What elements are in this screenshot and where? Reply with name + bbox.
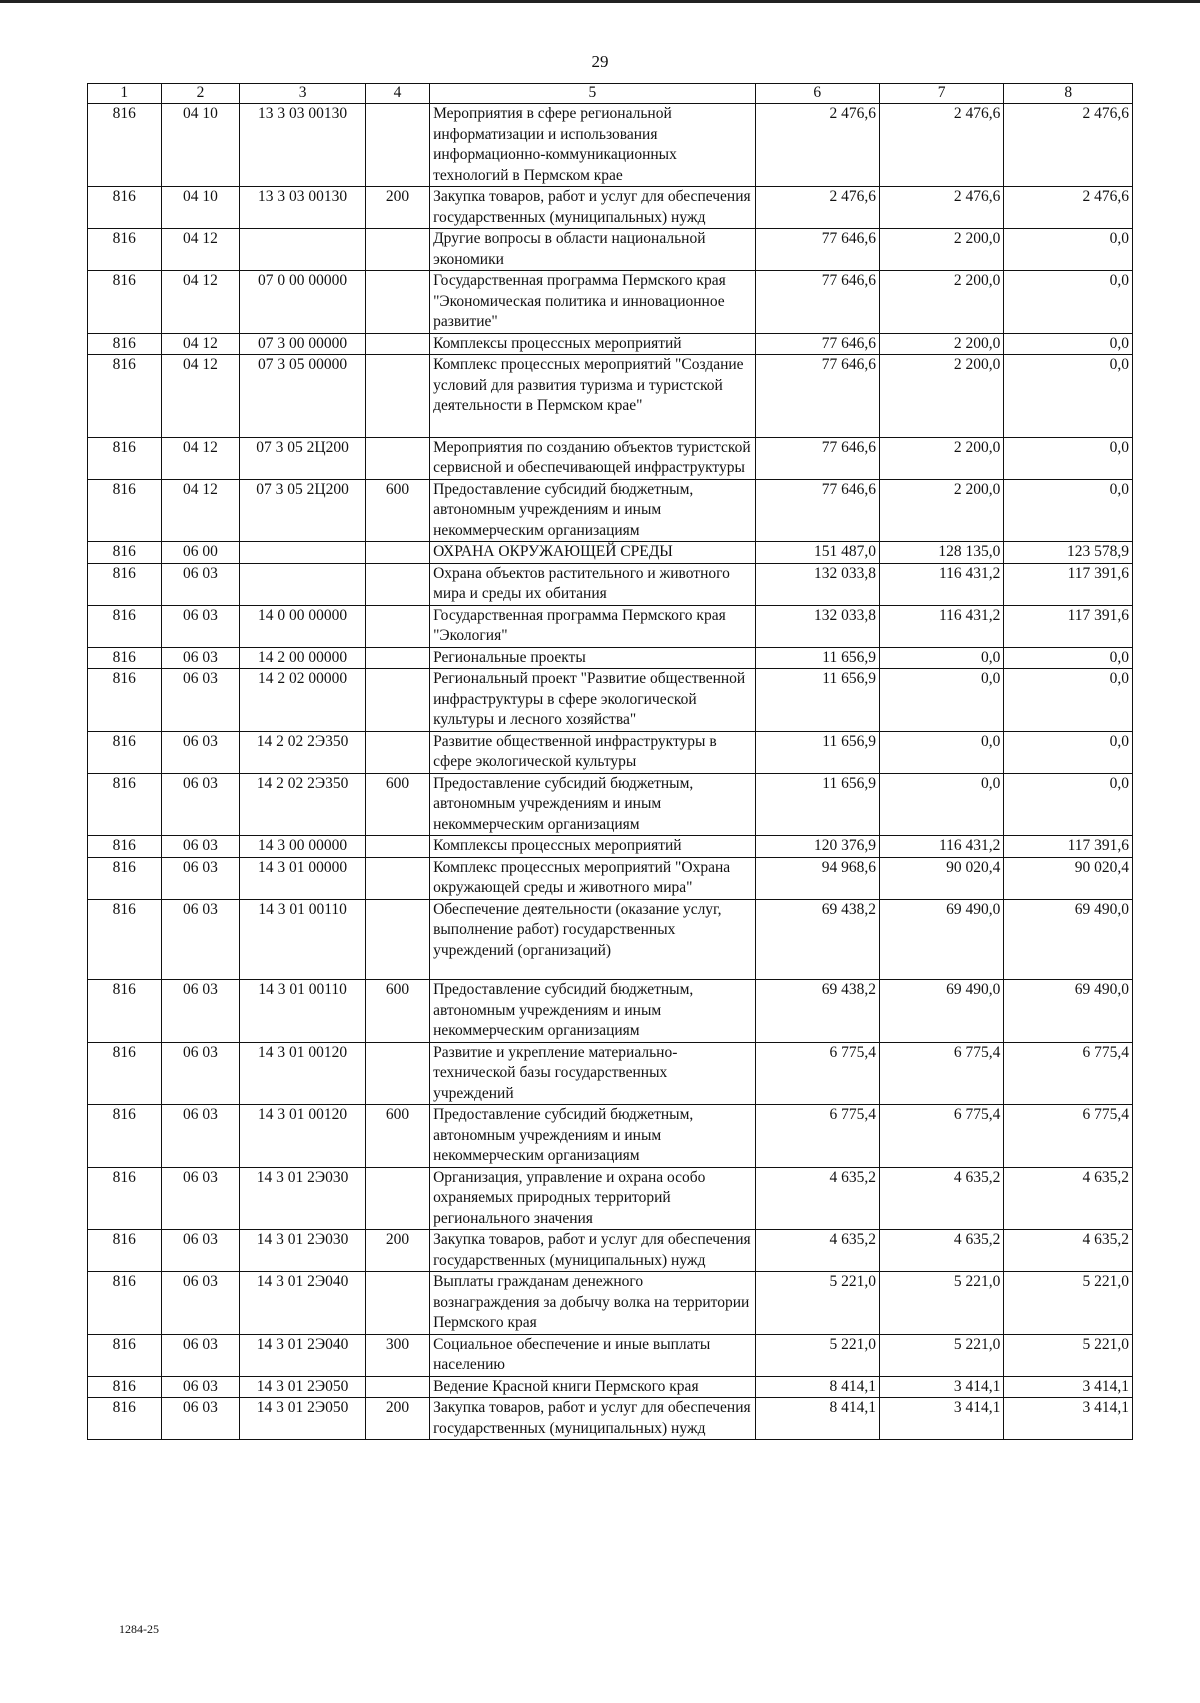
item-name-cell: Региональные проекты bbox=[430, 647, 756, 669]
item-name-cell: Комплексы процессных мероприятий bbox=[430, 836, 756, 858]
table-row bbox=[88, 437, 1133, 479]
amount-year3-cell: 0,0 bbox=[1004, 647, 1133, 669]
target-article-cell: 14 3 01 2Э040 bbox=[240, 1334, 365, 1376]
amount-year3-cell: 0,0 bbox=[1004, 479, 1133, 542]
item-name-cell: Развитие общественной инфраструктуры в сфере экологической культуры bbox=[430, 731, 756, 773]
amount-year2-cell: 2 200,0 bbox=[879, 271, 1003, 334]
ministry-code-cell: 816 bbox=[88, 563, 162, 605]
table-row bbox=[88, 1167, 1133, 1230]
expense-type-cell bbox=[365, 731, 429, 773]
target-article-cell: 07 3 05 2Ц200 bbox=[240, 437, 365, 479]
item-name-cell: Предоставление субсидий бюджетным, автономным учреждениям и иным некоммерческим организациям bbox=[430, 479, 756, 542]
amount-year1-cell: 120 376,9 bbox=[755, 836, 879, 858]
amount-year2-cell: 2 200,0 bbox=[879, 479, 1003, 542]
item-name-cell: Предоставление субсидий бюджетным, автономным учреждениям и иным некоммерческим организациям bbox=[430, 980, 756, 1043]
amount-year3-cell: 5 221,0 bbox=[1004, 1272, 1133, 1335]
amount-year1-cell: 151 487,0 bbox=[755, 542, 879, 564]
ministry-code-cell: 816 bbox=[88, 899, 162, 980]
amount-year2-cell: 5 221,0 bbox=[879, 1272, 1003, 1335]
target-article-cell: 07 3 00 00000 bbox=[240, 333, 365, 355]
amount-year1-cell: 5 221,0 bbox=[755, 1272, 879, 1335]
amount-year1-cell: 11 656,9 bbox=[755, 773, 879, 836]
ministry-code-cell: 816 bbox=[88, 1334, 162, 1376]
table-body bbox=[88, 104, 1133, 1440]
amount-year2-cell: 116 431,2 bbox=[879, 563, 1003, 605]
item-name-cell: Закупка товаров, работ и услуг для обеспечения государственных (муниципальных) нужд bbox=[430, 1230, 756, 1272]
table-row bbox=[88, 773, 1133, 836]
amount-year2-cell: 5 221,0 bbox=[879, 1334, 1003, 1376]
expense-type-cell: 600 bbox=[365, 980, 429, 1043]
table-row bbox=[88, 187, 1133, 229]
section-code-cell: 06 03 bbox=[161, 857, 240, 899]
section-code-cell: 06 03 bbox=[161, 980, 240, 1043]
amount-year1-cell: 11 656,9 bbox=[755, 731, 879, 773]
budget-table bbox=[87, 83, 1133, 1440]
ministry-code-cell: 816 bbox=[88, 229, 162, 271]
expense-type-cell bbox=[365, 1167, 429, 1230]
expense-type-cell bbox=[365, 899, 429, 980]
section-code-cell: 06 03 bbox=[161, 836, 240, 858]
ministry-code-cell: 816 bbox=[88, 836, 162, 858]
amount-year1-cell: 8 414,1 bbox=[755, 1376, 879, 1398]
expense-type-cell: 600 bbox=[365, 773, 429, 836]
amount-year2-cell: 0,0 bbox=[879, 669, 1003, 732]
amount-year1-cell: 94 968,6 bbox=[755, 857, 879, 899]
target-article-cell bbox=[240, 563, 365, 605]
table-row bbox=[88, 104, 1133, 187]
section-code-cell: 04 12 bbox=[161, 333, 240, 355]
section-code-cell: 04 10 bbox=[161, 187, 240, 229]
target-article-cell: 14 3 01 00120 bbox=[240, 1042, 365, 1105]
expense-type-cell bbox=[365, 647, 429, 669]
item-name-cell: Мероприятия в сфере региональной информатизации и использования информационно-коммуникационных технологий в Пермском крае bbox=[430, 104, 756, 187]
item-name-cell: Развитие и укрепление материально-технической базы государственных учреждений bbox=[430, 1042, 756, 1105]
section-code-cell: 06 03 bbox=[161, 1105, 240, 1168]
amount-year2-cell: 116 431,2 bbox=[879, 836, 1003, 858]
ministry-code-cell: 816 bbox=[88, 1167, 162, 1230]
expense-type-cell bbox=[365, 563, 429, 605]
amount-year2-cell: 0,0 bbox=[879, 773, 1003, 836]
table-row bbox=[88, 542, 1133, 564]
section-code-cell: 06 00 bbox=[161, 542, 240, 564]
table-row bbox=[88, 857, 1133, 899]
amount-year2-cell: 3 414,1 bbox=[879, 1376, 1003, 1398]
expense-type-cell bbox=[365, 229, 429, 271]
amount-year3-cell: 117 391,6 bbox=[1004, 605, 1133, 647]
ministry-code-cell: 816 bbox=[88, 647, 162, 669]
section-code-cell: 06 03 bbox=[161, 669, 240, 732]
section-code-cell: 06 03 bbox=[161, 647, 240, 669]
expense-type-cell bbox=[365, 1272, 429, 1335]
ministry-code-cell: 816 bbox=[88, 542, 162, 564]
amount-year1-cell: 69 438,2 bbox=[755, 980, 879, 1043]
item-name-cell: Социальное обеспечение и иные выплаты населению bbox=[430, 1334, 756, 1376]
table-row bbox=[88, 1105, 1133, 1168]
amount-year2-cell: 6 775,4 bbox=[879, 1042, 1003, 1105]
ministry-code-cell: 816 bbox=[88, 1230, 162, 1272]
amount-year2-cell: 69 490,0 bbox=[879, 980, 1003, 1043]
section-code-cell: 04 12 bbox=[161, 229, 240, 271]
amount-year2-cell: 2 200,0 bbox=[879, 229, 1003, 271]
table-row bbox=[88, 669, 1133, 732]
expense-type-cell: 200 bbox=[365, 1230, 429, 1272]
expense-type-cell bbox=[365, 271, 429, 334]
ministry-code-cell: 816 bbox=[88, 980, 162, 1043]
table-row bbox=[88, 271, 1133, 334]
expense-type-cell bbox=[365, 669, 429, 732]
table-row bbox=[88, 1376, 1133, 1398]
expense-type-cell bbox=[365, 836, 429, 858]
table-row bbox=[88, 1042, 1133, 1105]
item-name-cell: Другие вопросы в области национальной экономики bbox=[430, 229, 756, 271]
section-code-cell: 06 03 bbox=[161, 1167, 240, 1230]
item-name-cell: Мероприятия по созданию объектов туристской сервисной и обеспечивающей инфраструктуры bbox=[430, 437, 756, 479]
amount-year1-cell: 77 646,6 bbox=[755, 229, 879, 271]
ministry-code-cell: 816 bbox=[88, 187, 162, 229]
table-row bbox=[88, 355, 1133, 438]
item-name-cell: Комплексы процессных мероприятий bbox=[430, 333, 756, 355]
item-name-cell: Обеспечение деятельности (оказание услуг, выполнение работ) государственных учреждений (организаций) bbox=[430, 899, 756, 980]
section-code-cell: 06 03 bbox=[161, 1272, 240, 1335]
section-code-cell: 04 12 bbox=[161, 479, 240, 542]
amount-year1-cell: 132 033,8 bbox=[755, 605, 879, 647]
amount-year1-cell: 11 656,9 bbox=[755, 647, 879, 669]
table-row bbox=[88, 333, 1133, 355]
amount-year1-cell: 77 646,6 bbox=[755, 271, 879, 334]
amount-year2-cell: 128 135,0 bbox=[879, 542, 1003, 564]
table-header-row bbox=[88, 84, 1133, 104]
ministry-code-cell: 816 bbox=[88, 333, 162, 355]
ministry-code-cell: 816 bbox=[88, 104, 162, 187]
expense-type-cell: 200 bbox=[365, 187, 429, 229]
column-header: 6 bbox=[755, 84, 879, 104]
amount-year1-cell: 2 476,6 bbox=[755, 187, 879, 229]
table-row bbox=[88, 1272, 1133, 1335]
section-code-cell: 06 03 bbox=[161, 1334, 240, 1376]
target-article-cell: 07 3 05 2Ц200 bbox=[240, 479, 365, 542]
column-header: 7 bbox=[879, 84, 1003, 104]
section-code-cell: 04 12 bbox=[161, 437, 240, 479]
amount-year1-cell: 69 438,2 bbox=[755, 899, 879, 980]
item-name-cell: Закупка товаров, работ и услуг для обеспечения государственных (муниципальных) нужд bbox=[430, 187, 756, 229]
expense-type-cell bbox=[365, 355, 429, 438]
table-row bbox=[88, 731, 1133, 773]
target-article-cell: 14 3 01 2Э030 bbox=[240, 1230, 365, 1272]
table-row bbox=[88, 899, 1133, 980]
table-row bbox=[88, 229, 1133, 271]
column-header: 4 bbox=[365, 84, 429, 104]
amount-year2-cell: 4 635,2 bbox=[879, 1167, 1003, 1230]
expense-type-cell bbox=[365, 437, 429, 479]
amount-year1-cell: 77 646,6 bbox=[755, 437, 879, 479]
item-name-cell: Ведение Красной книги Пермского края bbox=[430, 1376, 756, 1398]
table-row bbox=[88, 605, 1133, 647]
amount-year1-cell: 77 646,6 bbox=[755, 333, 879, 355]
ministry-code-cell: 816 bbox=[88, 773, 162, 836]
target-article-cell: 07 0 00 00000 bbox=[240, 271, 365, 334]
ministry-code-cell: 816 bbox=[88, 669, 162, 732]
section-code-cell: 06 03 bbox=[161, 899, 240, 980]
target-article-cell: 14 3 01 2Э040 bbox=[240, 1272, 365, 1335]
target-article-cell: 14 3 00 00000 bbox=[240, 836, 365, 858]
target-article-cell: 14 3 01 00110 bbox=[240, 980, 365, 1043]
column-header: 3 bbox=[240, 84, 365, 104]
expense-type-cell: 300 bbox=[365, 1334, 429, 1376]
target-article-cell: 14 3 01 00000 bbox=[240, 857, 365, 899]
item-name-cell: Комплекс процессных мероприятий "Создание условий для развития туризма и туристской деятельности в Пермском крае" bbox=[430, 355, 756, 438]
section-code-cell: 06 03 bbox=[161, 605, 240, 647]
amount-year1-cell: 77 646,6 bbox=[755, 479, 879, 542]
table-row bbox=[88, 980, 1133, 1043]
amount-year3-cell: 4 635,2 bbox=[1004, 1230, 1133, 1272]
expense-type-cell: 200 bbox=[365, 1398, 429, 1440]
amount-year2-cell: 2 476,6 bbox=[879, 104, 1003, 187]
ministry-code-cell: 816 bbox=[88, 271, 162, 334]
column-header: 2 bbox=[161, 84, 240, 104]
amount-year3-cell: 69 490,0 bbox=[1004, 899, 1133, 980]
amount-year2-cell: 2 200,0 bbox=[879, 437, 1003, 479]
ministry-code-cell: 816 bbox=[88, 479, 162, 542]
column-header: 1 bbox=[88, 84, 162, 104]
section-code-cell: 06 03 bbox=[161, 1230, 240, 1272]
amount-year1-cell: 77 646,6 bbox=[755, 355, 879, 438]
section-code-cell: 06 03 bbox=[161, 1042, 240, 1105]
expense-type-cell: 600 bbox=[365, 1105, 429, 1168]
item-name-cell: Государственная программа Пермского края "Экономическая политика и инновационное развитие" bbox=[430, 271, 756, 334]
amount-year2-cell: 116 431,2 bbox=[879, 605, 1003, 647]
table-row bbox=[88, 1398, 1133, 1440]
scan-top-edge bbox=[0, 0, 1200, 6]
ministry-code-cell: 816 bbox=[88, 605, 162, 647]
column-header: 8 bbox=[1004, 84, 1133, 104]
target-article-cell: 14 3 01 2Э030 bbox=[240, 1167, 365, 1230]
amount-year3-cell: 0,0 bbox=[1004, 669, 1133, 732]
ministry-code-cell: 816 bbox=[88, 437, 162, 479]
section-code-cell: 04 10 bbox=[161, 104, 240, 187]
column-header: 5 bbox=[430, 84, 756, 104]
ministry-code-cell: 816 bbox=[88, 731, 162, 773]
item-name-cell: Закупка товаров, работ и услуг для обеспечения государственных (муниципальных) нужд bbox=[430, 1398, 756, 1440]
amount-year3-cell: 0,0 bbox=[1004, 333, 1133, 355]
amount-year1-cell: 8 414,1 bbox=[755, 1398, 879, 1440]
section-code-cell: 06 03 bbox=[161, 1398, 240, 1440]
expense-type-cell bbox=[365, 333, 429, 355]
amount-year2-cell: 0,0 bbox=[879, 647, 1003, 669]
amount-year1-cell: 4 635,2 bbox=[755, 1167, 879, 1230]
amount-year3-cell: 117 391,6 bbox=[1004, 836, 1133, 858]
amount-year3-cell: 6 775,4 bbox=[1004, 1105, 1133, 1168]
target-article-cell: 14 3 01 00120 bbox=[240, 1105, 365, 1168]
ministry-code-cell: 816 bbox=[88, 1272, 162, 1335]
amount-year2-cell: 6 775,4 bbox=[879, 1105, 1003, 1168]
amount-year3-cell: 0,0 bbox=[1004, 271, 1133, 334]
ministry-code-cell: 816 bbox=[88, 355, 162, 438]
table-row bbox=[88, 479, 1133, 542]
table-row bbox=[88, 1230, 1133, 1272]
amount-year3-cell: 123 578,9 bbox=[1004, 542, 1133, 564]
amount-year2-cell: 0,0 bbox=[879, 731, 1003, 773]
expense-type-cell bbox=[365, 857, 429, 899]
section-code-cell: 06 03 bbox=[161, 563, 240, 605]
target-article-cell: 14 0 00 00000 bbox=[240, 605, 365, 647]
item-name-cell: ОХРАНА ОКРУЖАЮЩЕЙ СРЕДЫ bbox=[430, 542, 756, 564]
item-name-cell: Предоставление субсидий бюджетным, автономным учреждениям и иным некоммерческим организациям bbox=[430, 1105, 756, 1168]
expense-type-cell: 600 bbox=[365, 479, 429, 542]
ministry-code-cell: 816 bbox=[88, 1398, 162, 1440]
amount-year3-cell: 6 775,4 bbox=[1004, 1042, 1133, 1105]
target-article-cell: 13 3 03 00130 bbox=[240, 187, 365, 229]
target-article-cell: 07 3 05 00000 bbox=[240, 355, 365, 438]
item-name-cell: Выплаты гражданам денежного вознаграждения за добычу волка на территории Пермского края bbox=[430, 1272, 756, 1335]
target-article-cell: 13 3 03 00130 bbox=[240, 104, 365, 187]
amount-year2-cell: 2 200,0 bbox=[879, 333, 1003, 355]
table-row bbox=[88, 1334, 1133, 1376]
amount-year3-cell: 69 490,0 bbox=[1004, 980, 1133, 1043]
amount-year2-cell: 4 635,2 bbox=[879, 1230, 1003, 1272]
ministry-code-cell: 816 bbox=[88, 857, 162, 899]
expense-type-cell bbox=[365, 605, 429, 647]
target-article-cell: 14 3 01 2Э050 bbox=[240, 1376, 365, 1398]
target-article-cell: 14 2 00 00000 bbox=[240, 647, 365, 669]
amount-year1-cell: 6 775,4 bbox=[755, 1042, 879, 1105]
target-article-cell: 14 2 02 2Э350 bbox=[240, 773, 365, 836]
amount-year1-cell: 132 033,8 bbox=[755, 563, 879, 605]
amount-year3-cell: 90 020,4 bbox=[1004, 857, 1133, 899]
table-row bbox=[88, 563, 1133, 605]
amount-year2-cell: 2 200,0 bbox=[879, 355, 1003, 438]
item-name-cell: Комплекс процессных мероприятий "Охрана окружающей среды и животного мира" bbox=[430, 857, 756, 899]
section-code-cell: 04 12 bbox=[161, 271, 240, 334]
amount-year3-cell: 4 635,2 bbox=[1004, 1167, 1133, 1230]
amount-year3-cell: 2 476,6 bbox=[1004, 104, 1133, 187]
amount-year3-cell: 2 476,6 bbox=[1004, 187, 1133, 229]
amount-year3-cell: 0,0 bbox=[1004, 437, 1133, 479]
amount-year1-cell: 6 775,4 bbox=[755, 1105, 879, 1168]
amount-year3-cell: 0,0 bbox=[1004, 773, 1133, 836]
target-article-cell: 14 2 02 00000 bbox=[240, 669, 365, 732]
amount-year2-cell: 3 414,1 bbox=[879, 1398, 1003, 1440]
item-name-cell: Предоставление субсидий бюджетным, автономным учреждениям и иным некоммерческим организациям bbox=[430, 773, 756, 836]
target-article-cell: 14 3 01 00110 bbox=[240, 899, 365, 980]
target-article-cell bbox=[240, 229, 365, 271]
expense-type-cell bbox=[365, 542, 429, 564]
amount-year1-cell: 2 476,6 bbox=[755, 104, 879, 187]
ministry-code-cell: 816 bbox=[88, 1105, 162, 1168]
section-code-cell: 06 03 bbox=[161, 731, 240, 773]
amount-year3-cell: 5 221,0 bbox=[1004, 1334, 1133, 1376]
amount-year1-cell: 11 656,9 bbox=[755, 669, 879, 732]
target-article-cell: 14 2 02 2Э350 bbox=[240, 731, 365, 773]
target-article-cell bbox=[240, 542, 365, 564]
amount-year3-cell: 0,0 bbox=[1004, 229, 1133, 271]
amount-year2-cell: 69 490,0 bbox=[879, 899, 1003, 980]
expense-type-cell bbox=[365, 1042, 429, 1105]
amount-year1-cell: 4 635,2 bbox=[755, 1230, 879, 1272]
page-number: 29 bbox=[591, 52, 609, 71]
amount-year3-cell: 3 414,1 bbox=[1004, 1398, 1133, 1440]
item-name-cell: Охрана объектов растительного и животного мира и среды их обитания bbox=[430, 563, 756, 605]
document-code: 1284-25 bbox=[119, 1622, 159, 1636]
table-row bbox=[88, 647, 1133, 669]
amount-year3-cell: 117 391,6 bbox=[1004, 563, 1133, 605]
amount-year3-cell: 0,0 bbox=[1004, 355, 1133, 438]
target-article-cell: 14 3 01 2Э050 bbox=[240, 1398, 365, 1440]
ministry-code-cell: 816 bbox=[88, 1376, 162, 1398]
expense-type-cell bbox=[365, 104, 429, 187]
item-name-cell: Региональный проект "Развитие общественной инфраструктуры в сфере экологической культуры и лесного хозяйства" bbox=[430, 669, 756, 732]
amount-year2-cell: 90 020,4 bbox=[879, 857, 1003, 899]
section-code-cell: 04 12 bbox=[161, 355, 240, 438]
ministry-code-cell: 816 bbox=[88, 1042, 162, 1105]
amount-year3-cell: 0,0 bbox=[1004, 731, 1133, 773]
amount-year1-cell: 5 221,0 bbox=[755, 1334, 879, 1376]
amount-year3-cell: 3 414,1 bbox=[1004, 1376, 1133, 1398]
amount-year2-cell: 2 476,6 bbox=[879, 187, 1003, 229]
item-name-cell: Организация, управление и охрана особо охраняемых природных территорий регионального значения bbox=[430, 1167, 756, 1230]
section-code-cell: 06 03 bbox=[161, 773, 240, 836]
table-row bbox=[88, 836, 1133, 858]
expense-type-cell bbox=[365, 1376, 429, 1398]
section-code-cell: 06 03 bbox=[161, 1376, 240, 1398]
item-name-cell: Государственная программа Пермского края "Экология" bbox=[430, 605, 756, 647]
